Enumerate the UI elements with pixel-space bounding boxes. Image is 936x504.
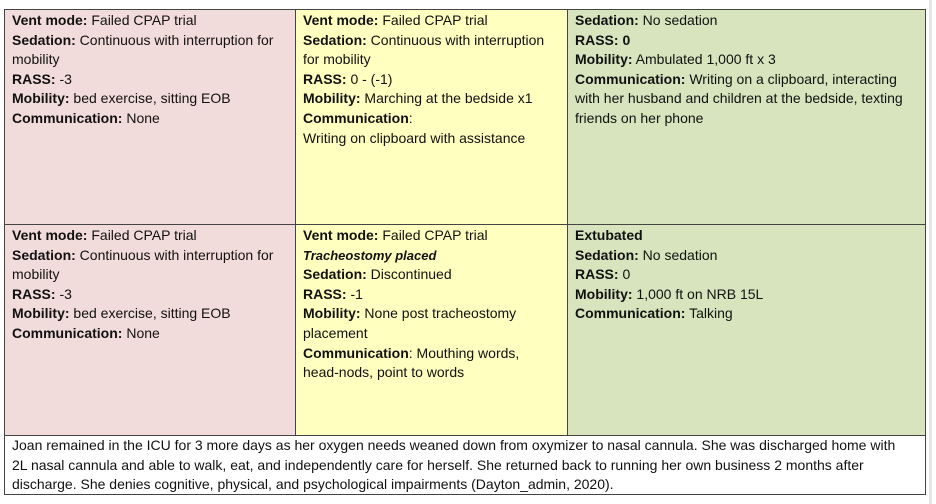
cell-line (575, 89, 919, 109)
cell-line (575, 265, 919, 285)
field-label: Mobility: (575, 285, 633, 302)
procedure-note: Tracheostomy placed (303, 247, 437, 263)
field-value: 1,000 ft on NRB 15L (632, 285, 764, 302)
field-value: None (122, 109, 160, 126)
field-label: RASS: (575, 266, 619, 283)
field-label: Mobility: (303, 90, 361, 107)
field-value: Writing on clipboard with assistance (303, 129, 526, 146)
field-value: bed exercise, sitting EOB (69, 305, 231, 322)
field-value: head-nods, point to words (303, 364, 465, 381)
cell-line (303, 70, 561, 90)
cell-line (303, 50, 561, 70)
field-label: Sedation: (575, 246, 639, 263)
cell-line (575, 226, 919, 246)
cell-line (12, 285, 289, 305)
field-value: Writing on a clipboard, interacting (685, 70, 897, 87)
cell-line (303, 246, 561, 266)
cell-line (303, 304, 561, 324)
cell-line (575, 109, 919, 129)
cell-row2-col1 (4, 225, 296, 436)
cell-line (12, 11, 289, 31)
cell-line (575, 11, 919, 31)
cell-line (12, 70, 289, 90)
cell-line (12, 265, 289, 285)
field-label: Communication: (575, 305, 686, 322)
field-value: No sedation (638, 12, 718, 28)
summary-paragraph (4, 436, 926, 495)
field-value: Ambulated 1,000 ft x 3 (632, 51, 776, 68)
field-label: Sedation: (303, 266, 367, 283)
cell-line (303, 344, 561, 364)
field-label: RASS: (303, 70, 347, 87)
cell-line (12, 109, 289, 129)
cell-line (303, 226, 561, 246)
field-label: Communication (303, 109, 409, 126)
cell-line (12, 304, 289, 324)
field-value: for mobility (303, 51, 371, 68)
field-label: Mobility: (303, 305, 361, 322)
summary-line: 2L nasal cannula and able to walk, eat, and independently care for herself. She returned back to running her own business 2 months after (12, 456, 864, 473)
cell-line (303, 285, 561, 305)
cell-line (303, 11, 561, 31)
field-value: : Mouthing words, (408, 344, 520, 361)
field-value: No sedation (638, 246, 718, 263)
field-value: Continuous with interruption (366, 31, 545, 48)
cell-line (303, 324, 561, 344)
field-value: Talking (685, 305, 733, 322)
field-value: with her husband and children at the bedside, texting (575, 90, 903, 107)
field-label: RASS: 0 (575, 31, 631, 48)
cell-line (575, 246, 919, 266)
field-value: Failed CPAP trial (87, 227, 197, 243)
summary-line: Joan remained in the ICU for 3 more days as her oxygen needs weaned down from oxymizer to nasal cannula. She was discharged home with (12, 437, 896, 453)
field-value: bed exercise, sitting EOB (69, 90, 231, 107)
field-label: Vent mode: (303, 227, 379, 243)
cell-row2-col3 (568, 225, 926, 436)
field-value: Marching at the bedside x1 (360, 90, 533, 107)
cell-line (575, 285, 919, 305)
field-label: Vent mode: (12, 12, 88, 28)
field-value: None (122, 324, 160, 341)
field-value: -1 (346, 285, 363, 302)
field-label: Sedation: (575, 12, 639, 28)
cell-line (303, 31, 561, 51)
field-label: RASS: (303, 285, 347, 302)
cell-line (303, 129, 561, 149)
field-value: Discontinued (366, 266, 452, 283)
field-label: Mobility: (575, 51, 633, 68)
field-value: Continuous with interruption for (75, 246, 274, 263)
field-label: Sedation: (12, 31, 76, 48)
field-value: 0 (618, 266, 631, 283)
field-label: Communication: (12, 109, 123, 126)
field-label: Sedation: (303, 31, 367, 48)
field-label: Mobility: (12, 90, 70, 107)
field-value: Continuous with interruption for (75, 31, 274, 48)
cell-row1-col1 (4, 9, 296, 225)
field-label: Mobility: (12, 305, 70, 322)
cell-row1-col3 (568, 9, 926, 225)
field-value: placement (303, 324, 368, 341)
cell-line (12, 50, 289, 70)
cell-line (12, 226, 289, 246)
cell-row1-col2 (296, 9, 568, 225)
field-value: Failed CPAP trial (378, 12, 488, 28)
field-value: Failed CPAP trial (378, 227, 488, 243)
cell-line (303, 363, 561, 383)
field-value: friends on her phone (575, 109, 704, 126)
cell-line (12, 31, 289, 51)
field-value: 0 - (-1) (346, 70, 393, 87)
field-label: RASS: (12, 70, 56, 87)
field-label: Sedation: (12, 246, 76, 263)
summary-line: discharge. She denies cognitive, physical, and psychological impairments (Dayton_admin, 2020). (12, 476, 614, 493)
cell-line (575, 304, 919, 324)
field-value: : (408, 109, 413, 126)
cell-line (12, 246, 289, 266)
cell-line (12, 324, 289, 344)
vertical-scrollbar[interactable] (929, 0, 932, 504)
cell-line (575, 70, 919, 90)
field-value: None post tracheostomy (360, 305, 517, 322)
field-value: -3 (55, 285, 72, 302)
field-label: Vent mode: (303, 12, 379, 28)
field-value: mobility (12, 51, 60, 68)
cell-line (303, 89, 561, 109)
field-label: Communication (303, 344, 409, 361)
field-label: Communication: (12, 324, 123, 341)
cell-line (575, 31, 919, 51)
field-label: Vent mode: (12, 227, 88, 243)
cell-row2-col2 (296, 225, 568, 436)
cell-line (575, 50, 919, 70)
cell-line (12, 89, 289, 109)
field-value: mobility (12, 266, 60, 283)
field-label: RASS: (12, 285, 56, 302)
field-value: Failed CPAP trial (87, 12, 197, 28)
cell-line (303, 265, 561, 285)
cell-line (303, 109, 561, 129)
field-label: Communication: (575, 70, 686, 87)
field-value: -3 (55, 70, 72, 87)
field-label: Extubated (575, 227, 643, 243)
